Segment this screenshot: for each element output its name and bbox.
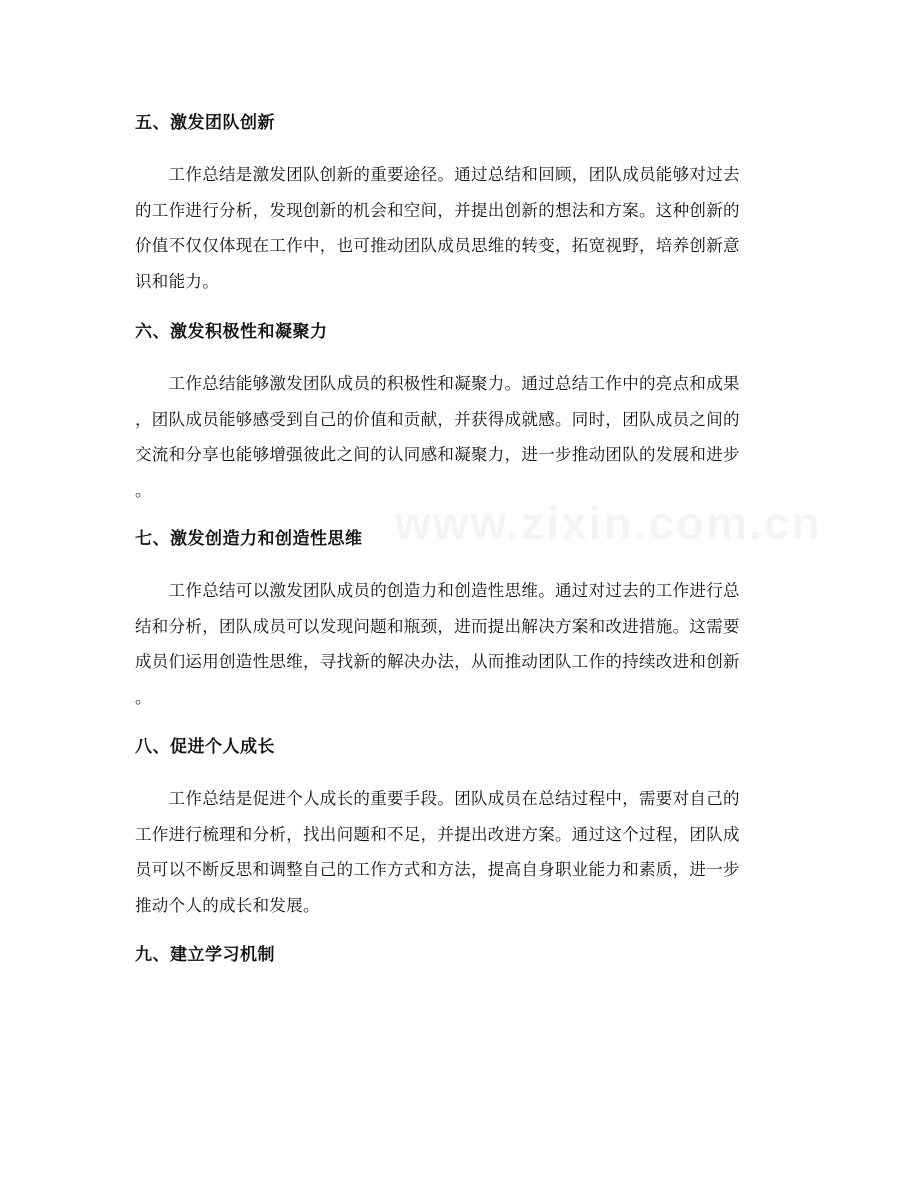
section-paragraph-5: 工作总结是激发团队创新的重要途径。通过总结和回顾，团队成员能够对过去 的工作进行分析，发现创新的机会和空间，并提出创新的想法和方案。这种创新的 价值不仅仅体现在工作中，也可推动团队成员思维的转变，拓宽视野，培养创新意 识和能力。 [135, 165, 740, 291]
section-heading-6: 六、激发积极性和凝聚力 [135, 322, 328, 342]
section-paragraph-7: 工作总结可以激发团队成员的创造力和创造性思维。通过对过去的工作进行总 结和分析，团队成员可以发现问题和瓶颈，进而提出解决方案和改进措施。这需要 成员们运用创造性思维，寻找新的解决办法，从而推动团队工作的持续改进和创新 。 [135, 581, 740, 707]
section-paragraph-6: 工作总结能够激发团队成员的积极性和凝聚力。通过总结工作中的亮点和成果 ，团队成员能够感受到自己的价值和贡献，并获得成就感。同时，团队成员之间的 交流和分享也能够增强彼此之间的认同感和凝聚力，进一步推动团队的发展和进步 。 [135, 374, 740, 500]
section-paragraph-8: 工作总结是促进个人成长的重要手段。团队成员在总结过程中，需要对自己的 工作进行梳理和分析，找出问题和不足，并提出改进方案。通过这个过程，团队成 员可以不断反思和调整自己的工作方式和方法，提高自身职业能力和素质，进一步 推动个人的成长和发展。 [135, 789, 740, 915]
section-heading-8: 八、促进个人成长 [135, 737, 275, 757]
section-heading-5: 五、激发团队创新 [135, 113, 275, 133]
section-heading-7: 七、激发创造力和创造性思维 [135, 529, 363, 549]
section-heading-9: 九、建立学习机制 [135, 945, 275, 965]
